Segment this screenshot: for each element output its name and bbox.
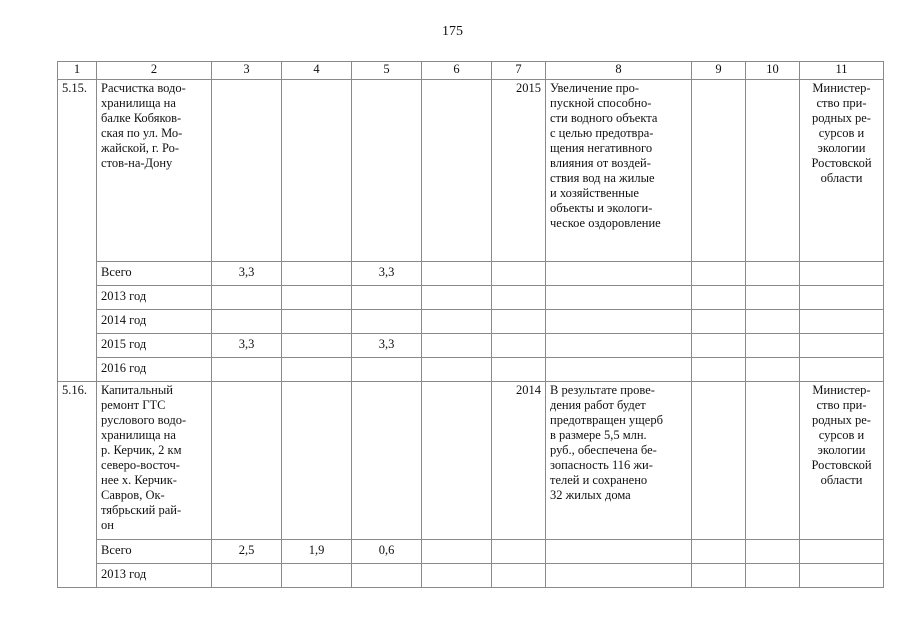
table-row: [58, 286, 884, 310]
row-label: 2014 год: [97, 310, 212, 334]
column-header: 10: [746, 62, 800, 80]
measures-table: [57, 61, 884, 588]
value-col5: [352, 310, 422, 334]
value-col3: [212, 564, 282, 588]
value-col5: 0,6: [352, 540, 422, 564]
entry-executor: Министер- ство при- родных ре- сурсов и экологии Ростовской области: [800, 80, 884, 262]
entry-name: Расчистка водо- хранилища на балке Кобяков- ская по ул. Мо- жайской, г. Ро- стов-на-Дону: [97, 80, 212, 262]
entry-year: 2014: [492, 382, 546, 540]
row-label: 2016 год: [97, 358, 212, 382]
table-cell: [352, 382, 422, 540]
column-header: 2: [97, 62, 212, 80]
table-cell: [212, 80, 282, 262]
table-row: [58, 262, 884, 286]
entry-name: Капитальный ремонт ГТС руслового водо- хранилища на р. Керчик, 2 км северо-восточ- нее х. Керчик- Савров, Ок- тябрьский рай- он: [97, 382, 212, 540]
column-header: 5: [352, 62, 422, 80]
value-col3: [212, 358, 282, 382]
value-col4: 1,9: [282, 540, 352, 564]
value-col4: [282, 358, 352, 382]
column-header: 11: [800, 62, 884, 80]
table-row: [58, 358, 884, 382]
value-col4: [282, 334, 352, 358]
column-header: 6: [422, 62, 492, 80]
entry-main-row: [58, 80, 884, 262]
value-col3: 3,3: [212, 262, 282, 286]
column-header: 1: [58, 62, 97, 80]
value-col4: [282, 310, 352, 334]
entry-result: Увеличение про- пускной способно- сти водного объекта с целью предотвра- щения негативного влияния от воздей- ствия вод на жилые и хозяйственные объекты и экологи- ческое оздоровление: [546, 80, 692, 262]
row-label: Всего: [97, 262, 212, 286]
value-col3: [212, 310, 282, 334]
header-row: [58, 62, 884, 80]
table-row: [58, 540, 884, 564]
entry-main-row: [58, 382, 884, 540]
table-cell: [422, 80, 492, 262]
table-row: [58, 310, 884, 334]
table-cell: [212, 382, 282, 540]
value-col5: [352, 564, 422, 588]
entry-executor: Министер- ство при- родных ре- сурсов и экологии Ростовской области: [800, 382, 884, 540]
value-col5: 3,3: [352, 262, 422, 286]
row-label: 2013 год: [97, 564, 212, 588]
entry-number: 5.16.: [58, 382, 97, 588]
table-cell: [692, 80, 746, 262]
table-cell: [746, 382, 800, 540]
row-label: 2013 год: [97, 286, 212, 310]
value-col5: 3,3: [352, 334, 422, 358]
value-col3: 3,3: [212, 334, 282, 358]
table-cell: [422, 382, 492, 540]
column-header: 9: [692, 62, 746, 80]
page-number: 175: [442, 24, 463, 39]
value-col5: [352, 358, 422, 382]
table-cell: [282, 382, 352, 540]
column-header: 3: [212, 62, 282, 80]
row-label: Всего: [97, 540, 212, 564]
table-row: [58, 564, 884, 588]
row-label: 2015 год: [97, 334, 212, 358]
value-col4: [282, 262, 352, 286]
entry-number: 5.15.: [58, 80, 97, 382]
value-col5: [352, 286, 422, 310]
column-header: 8: [546, 62, 692, 80]
value-col4: [282, 286, 352, 310]
column-header: 7: [492, 62, 546, 80]
entry-year: 2015: [492, 80, 546, 262]
value-col3: [212, 286, 282, 310]
table-cell: [282, 80, 352, 262]
table-cell: [692, 382, 746, 540]
value-col4: [282, 564, 352, 588]
value-col3: 2,5: [212, 540, 282, 564]
column-header: 4: [282, 62, 352, 80]
entry-result: В результате прове- дения работ будет предотвращен ущерб в размере 5,5 млн. руб., обеспечена бе- зопасность 116 жи- телей и сохранено 32 жилых дома: [546, 382, 692, 540]
table-cell: [746, 80, 800, 262]
table-row: [58, 334, 884, 358]
table-cell: [352, 80, 422, 262]
